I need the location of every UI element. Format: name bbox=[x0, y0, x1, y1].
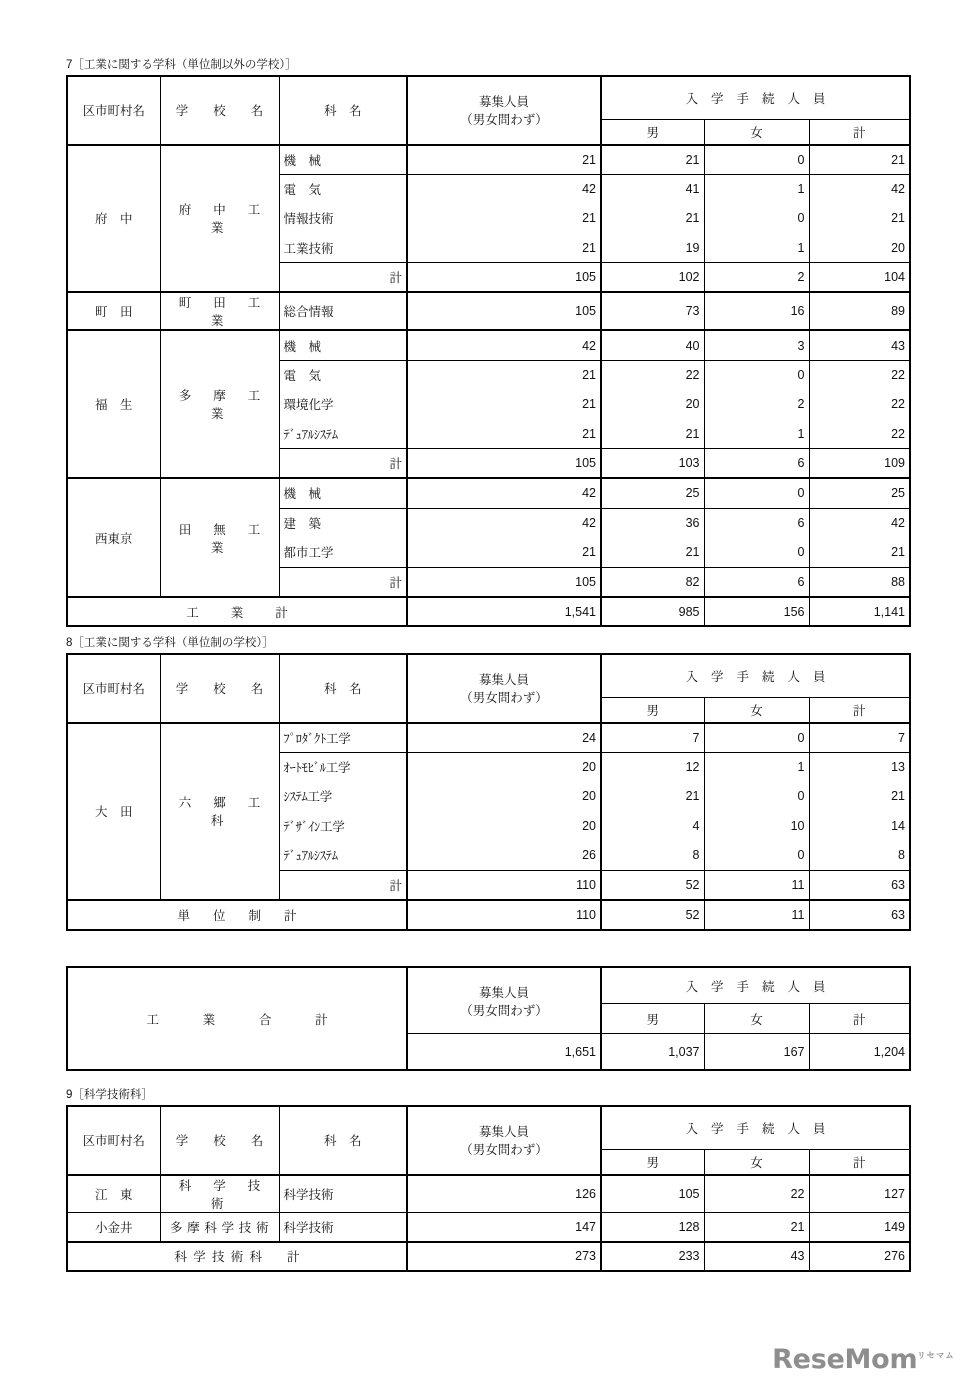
resemom-watermark bbox=[772, 1344, 955, 1375]
cell-grandtotal-label: 単 位 制 計 bbox=[67, 900, 407, 930]
cell-capacity: 105 bbox=[407, 292, 601, 330]
table-row bbox=[67, 1212, 910, 1242]
header-female: 女 bbox=[704, 1150, 809, 1175]
cell-subtotal-female: 11 bbox=[704, 870, 809, 900]
header-course: 科 名 bbox=[279, 1106, 407, 1175]
cell-total: 22 bbox=[809, 419, 910, 449]
cell-grandtotal-total: 276 bbox=[809, 1242, 910, 1272]
cell-school: 六 郷 工 科 bbox=[160, 723, 279, 901]
cell-municipality: 府 中 bbox=[67, 145, 160, 293]
cell-school: 多 摩 科 学 技 術 bbox=[160, 1212, 279, 1242]
cell-course: 機 械 bbox=[279, 145, 407, 175]
cell-female: 0 bbox=[704, 841, 809, 871]
cell-course: 情報技術 bbox=[279, 204, 407, 234]
cell-capacity: 21 bbox=[407, 145, 601, 175]
cell-grandtotal-label: 科学技術科 計 bbox=[67, 1242, 407, 1272]
cell-course: 科学技術 bbox=[279, 1175, 407, 1213]
cell-capacity: 21 bbox=[407, 538, 601, 568]
cell-female: 1 bbox=[704, 174, 809, 204]
cell-course: ｼｽﾃﾑ工学 bbox=[279, 782, 407, 812]
cell-capacity: 42 bbox=[407, 174, 601, 204]
header-school: 学 校 名 bbox=[160, 654, 279, 723]
cell-capacity: 42 bbox=[407, 508, 601, 538]
header-capacity bbox=[407, 967, 601, 1034]
header-capacity-line2: （男女問わず） bbox=[460, 113, 548, 127]
section-7-title: 7［工業に関する学科（単位制以外の学校）］ bbox=[66, 59, 297, 71]
table-row bbox=[67, 330, 910, 360]
cell-grandtotal-male: 233 bbox=[601, 1242, 704, 1272]
cell-male: 21 bbox=[601, 419, 704, 449]
cell-total: 21 bbox=[809, 782, 910, 812]
table-header-row bbox=[67, 1106, 910, 1150]
header-female: 女 bbox=[704, 120, 809, 145]
header-municipality: 区市町村名 bbox=[67, 76, 160, 145]
industry-total-table bbox=[66, 966, 911, 1071]
header-male: 男 bbox=[601, 698, 704, 723]
cell-female: 6 bbox=[704, 508, 809, 538]
cell-capacity: 21 bbox=[407, 390, 601, 420]
cell-course: 環境化学 bbox=[279, 390, 407, 420]
cell-total: 22 bbox=[809, 390, 910, 420]
header-male: 男 bbox=[601, 1004, 704, 1034]
cell-subtotal-male: 103 bbox=[601, 449, 704, 479]
cell-grandtotal-female: 43 bbox=[704, 1242, 809, 1272]
header-total: 計 bbox=[809, 698, 910, 723]
header-course: 科 名 bbox=[279, 654, 407, 723]
cell-grandtotal-female: 11 bbox=[704, 900, 809, 930]
cell-course: ﾃﾞｻﾞｲﾝ工学 bbox=[279, 811, 407, 841]
cell-subtotal-total: 63 bbox=[809, 870, 910, 900]
header-capacity-line1: 募集人員 bbox=[478, 95, 529, 109]
cell-male: 40 bbox=[601, 330, 704, 360]
cell-grandtotal-male: 1,037 bbox=[601, 1034, 704, 1070]
cell-grandtotal-capacity: 1,651 bbox=[407, 1034, 601, 1070]
table-header-row bbox=[67, 654, 910, 698]
cell-female: 0 bbox=[704, 538, 809, 568]
cell-subtotal-male: 82 bbox=[601, 567, 704, 597]
section-7 bbox=[66, 60, 911, 627]
table-grandtotal-row bbox=[67, 900, 910, 930]
cell-subtotal-capacity: 110 bbox=[407, 870, 601, 900]
cell-female: 16 bbox=[704, 292, 809, 330]
cell-capacity: 26 bbox=[407, 841, 601, 871]
cell-capacity: 20 bbox=[407, 811, 601, 841]
header-capacity-line2: （男女問わず） bbox=[460, 691, 548, 705]
header-male: 男 bbox=[601, 1150, 704, 1175]
cell-total: 42 bbox=[809, 174, 910, 204]
header-total: 計 bbox=[809, 1004, 910, 1034]
cell-subtotal-total: 104 bbox=[809, 263, 910, 293]
watermark-tm: リセマム bbox=[917, 1351, 955, 1360]
cell-capacity: 20 bbox=[407, 782, 601, 812]
cell-capacity: 20 bbox=[407, 752, 601, 782]
cell-course: ﾌﾟﾛﾀﾞｸﾄ工学 bbox=[279, 723, 407, 753]
header-capacity-line2: （男女問わず） bbox=[460, 1003, 548, 1018]
table-row bbox=[67, 292, 910, 330]
header-capacity-line1: 募集人員 bbox=[478, 673, 529, 687]
header-capacity bbox=[407, 654, 601, 723]
cell-course: 電 気 bbox=[279, 174, 407, 204]
cell-subtotal-capacity: 105 bbox=[407, 263, 601, 293]
cell-grandtotal-capacity: 110 bbox=[407, 900, 601, 930]
header-capacity-line1: 募集人員 bbox=[478, 1125, 529, 1139]
cell-grandtotal-total: 63 bbox=[809, 900, 910, 930]
cell-total: 25 bbox=[809, 478, 910, 508]
cell-capacity: 42 bbox=[407, 478, 601, 508]
cell-male: 22 bbox=[601, 360, 704, 390]
cell-subtotal-female: 2 bbox=[704, 263, 809, 293]
table-row bbox=[67, 1175, 910, 1213]
cell-capacity: 147 bbox=[407, 1212, 601, 1242]
cell-total: 7 bbox=[809, 723, 910, 753]
section-9-title: 9［科学技術科］ bbox=[66, 1089, 153, 1101]
cell-male: 19 bbox=[601, 233, 704, 263]
table-header-row bbox=[67, 967, 910, 1004]
cell-grandtotal-label: 工 業 計 bbox=[67, 597, 407, 627]
cell-male: 12 bbox=[601, 752, 704, 782]
cell-female: 21 bbox=[704, 1212, 809, 1242]
table-row bbox=[67, 145, 910, 175]
cell-subtotal-female: 6 bbox=[704, 449, 809, 479]
cell-subtotal-capacity: 105 bbox=[407, 567, 601, 597]
cell-course: 総合情報 bbox=[279, 292, 407, 330]
section-8-table bbox=[66, 653, 911, 931]
table-row bbox=[67, 478, 910, 508]
cell-course: 科学技術 bbox=[279, 1212, 407, 1242]
header-municipality: 区市町村名 bbox=[67, 654, 160, 723]
cell-female: 0 bbox=[704, 145, 809, 175]
cell-male: 21 bbox=[601, 204, 704, 234]
cell-grandtotal-total: 1,204 bbox=[809, 1034, 910, 1070]
section-7-table bbox=[66, 75, 911, 628]
cell-female: 1 bbox=[704, 752, 809, 782]
cell-female: 0 bbox=[704, 478, 809, 508]
cell-male: 21 bbox=[601, 145, 704, 175]
cell-total: 21 bbox=[809, 204, 910, 234]
cell-capacity: 21 bbox=[407, 204, 601, 234]
header-school: 学 校 名 bbox=[160, 1106, 279, 1175]
cell-course: 電 気 bbox=[279, 360, 407, 390]
industry-total-section bbox=[66, 966, 911, 1071]
cell-municipality: 小金井 bbox=[67, 1212, 160, 1242]
cell-total: 127 bbox=[809, 1175, 910, 1213]
cell-grandtotal-female: 156 bbox=[704, 597, 809, 627]
cell-male: 128 bbox=[601, 1212, 704, 1242]
cell-grandtotal-capacity: 1,541 bbox=[407, 597, 601, 627]
cell-female: 2 bbox=[704, 390, 809, 420]
header-capacity-line2: （男女問わず） bbox=[460, 1143, 548, 1157]
cell-total: 14 bbox=[809, 811, 910, 841]
cell-total: 8 bbox=[809, 841, 910, 871]
cell-male: 73 bbox=[601, 292, 704, 330]
header-capacity-line1: 募集人員 bbox=[478, 985, 529, 1000]
header-capacity bbox=[407, 76, 601, 145]
cell-subtotal-male: 52 bbox=[601, 870, 704, 900]
cell-capacity: 42 bbox=[407, 330, 601, 360]
section-9-table bbox=[66, 1105, 911, 1273]
cell-total: 21 bbox=[809, 538, 910, 568]
cell-school: 田 無 工 業 bbox=[160, 478, 279, 596]
cell-course: 建 築 bbox=[279, 508, 407, 538]
section-8 bbox=[66, 638, 911, 931]
header-municipality: 区市町村名 bbox=[67, 1106, 160, 1175]
cell-female: 10 bbox=[704, 811, 809, 841]
cell-subtotal-total: 109 bbox=[809, 449, 910, 479]
header-school: 学 校 名 bbox=[160, 76, 279, 145]
cell-male: 21 bbox=[601, 782, 704, 812]
cell-total: 13 bbox=[809, 752, 910, 782]
cell-course: ﾃﾞｭｱﾙｼｽﾃﾑ bbox=[279, 841, 407, 871]
cell-total: 22 bbox=[809, 360, 910, 390]
header-enrolled: 入 学 手 続 人 員 bbox=[601, 967, 910, 1004]
watermark-text: ReseMom bbox=[772, 1344, 918, 1375]
cell-grandtotal-female: 167 bbox=[704, 1034, 809, 1070]
cell-male: 7 bbox=[601, 723, 704, 753]
cell-capacity: 21 bbox=[407, 233, 601, 263]
table-header-row bbox=[67, 76, 910, 120]
cell-municipality: 町 田 bbox=[67, 292, 160, 330]
cell-male: 105 bbox=[601, 1175, 704, 1213]
cell-course: 機 械 bbox=[279, 330, 407, 360]
cell-industry-total-label: 工 業 合 計 bbox=[67, 967, 407, 1070]
cell-subtotal-label: 計 bbox=[279, 263, 407, 293]
cell-municipality: 江 東 bbox=[67, 1175, 160, 1213]
cell-female: 3 bbox=[704, 330, 809, 360]
table-grandtotal-row bbox=[67, 597, 910, 627]
header-enrolled: 入 学 手 続 人 員 bbox=[601, 654, 910, 698]
cell-municipality: 福 生 bbox=[67, 330, 160, 478]
cell-total: 89 bbox=[809, 292, 910, 330]
cell-capacity: 21 bbox=[407, 360, 601, 390]
cell-male: 41 bbox=[601, 174, 704, 204]
cell-subtotal-label: 計 bbox=[279, 449, 407, 479]
cell-municipality: 大 田 bbox=[67, 723, 160, 901]
cell-male: 21 bbox=[601, 538, 704, 568]
cell-total: 42 bbox=[809, 508, 910, 538]
header-capacity bbox=[407, 1106, 601, 1175]
cell-male: 25 bbox=[601, 478, 704, 508]
table-row bbox=[67, 723, 910, 753]
cell-capacity: 126 bbox=[407, 1175, 601, 1213]
header-course: 科 名 bbox=[279, 76, 407, 145]
cell-total: 21 bbox=[809, 145, 910, 175]
cell-female: 0 bbox=[704, 782, 809, 812]
cell-grandtotal-capacity: 273 bbox=[407, 1242, 601, 1272]
cell-total: 20 bbox=[809, 233, 910, 263]
cell-municipality: 西東京 bbox=[67, 478, 160, 596]
cell-female: 0 bbox=[704, 204, 809, 234]
cell-subtotal-total: 88 bbox=[809, 567, 910, 597]
cell-subtotal-female: 6 bbox=[704, 567, 809, 597]
cell-school: 町 田 工 業 bbox=[160, 292, 279, 330]
cell-subtotal-label: 計 bbox=[279, 870, 407, 900]
header-enrolled: 入 学 手 続 人 員 bbox=[601, 76, 910, 120]
cell-female: 0 bbox=[704, 723, 809, 753]
section-9 bbox=[66, 1090, 911, 1272]
cell-school: 府 中 工 業 bbox=[160, 145, 279, 293]
cell-course: 都市工学 bbox=[279, 538, 407, 568]
cell-total: 149 bbox=[809, 1212, 910, 1242]
cell-female: 0 bbox=[704, 360, 809, 390]
cell-subtotal-capacity: 105 bbox=[407, 449, 601, 479]
cell-course: ｵｰﾄﾓﾋﾞﾙ工学 bbox=[279, 752, 407, 782]
cell-male: 20 bbox=[601, 390, 704, 420]
cell-capacity: 21 bbox=[407, 419, 601, 449]
cell-male: 4 bbox=[601, 811, 704, 841]
cell-capacity: 24 bbox=[407, 723, 601, 753]
header-male: 男 bbox=[601, 120, 704, 145]
cell-subtotal-male: 102 bbox=[601, 263, 704, 293]
cell-total: 43 bbox=[809, 330, 910, 360]
header-total: 計 bbox=[809, 1150, 910, 1175]
cell-male: 8 bbox=[601, 841, 704, 871]
cell-course: 機 械 bbox=[279, 478, 407, 508]
cell-female: 1 bbox=[704, 419, 809, 449]
cell-female: 1 bbox=[704, 233, 809, 263]
header-total: 計 bbox=[809, 120, 910, 145]
cell-female: 22 bbox=[704, 1175, 809, 1213]
cell-course: 工業技術 bbox=[279, 233, 407, 263]
cell-school: 多 摩 工 業 bbox=[160, 330, 279, 478]
cell-subtotal-label: 計 bbox=[279, 567, 407, 597]
table-grandtotal-row bbox=[67, 1242, 910, 1272]
header-enrolled: 入 学 手 続 人 員 bbox=[601, 1106, 910, 1150]
cell-grandtotal-male: 985 bbox=[601, 597, 704, 627]
header-female: 女 bbox=[704, 698, 809, 723]
section-8-title: 8［工業に関する学科（単位制の学校）］ bbox=[66, 637, 274, 649]
cell-grandtotal-total: 1,141 bbox=[809, 597, 910, 627]
cell-course: ﾃﾞｭｱﾙｼｽﾃﾑ bbox=[279, 419, 407, 449]
cell-grandtotal-male: 52 bbox=[601, 900, 704, 930]
cell-male: 36 bbox=[601, 508, 704, 538]
cell-school: 科 学 技 術 bbox=[160, 1175, 279, 1213]
header-female: 女 bbox=[704, 1004, 809, 1034]
